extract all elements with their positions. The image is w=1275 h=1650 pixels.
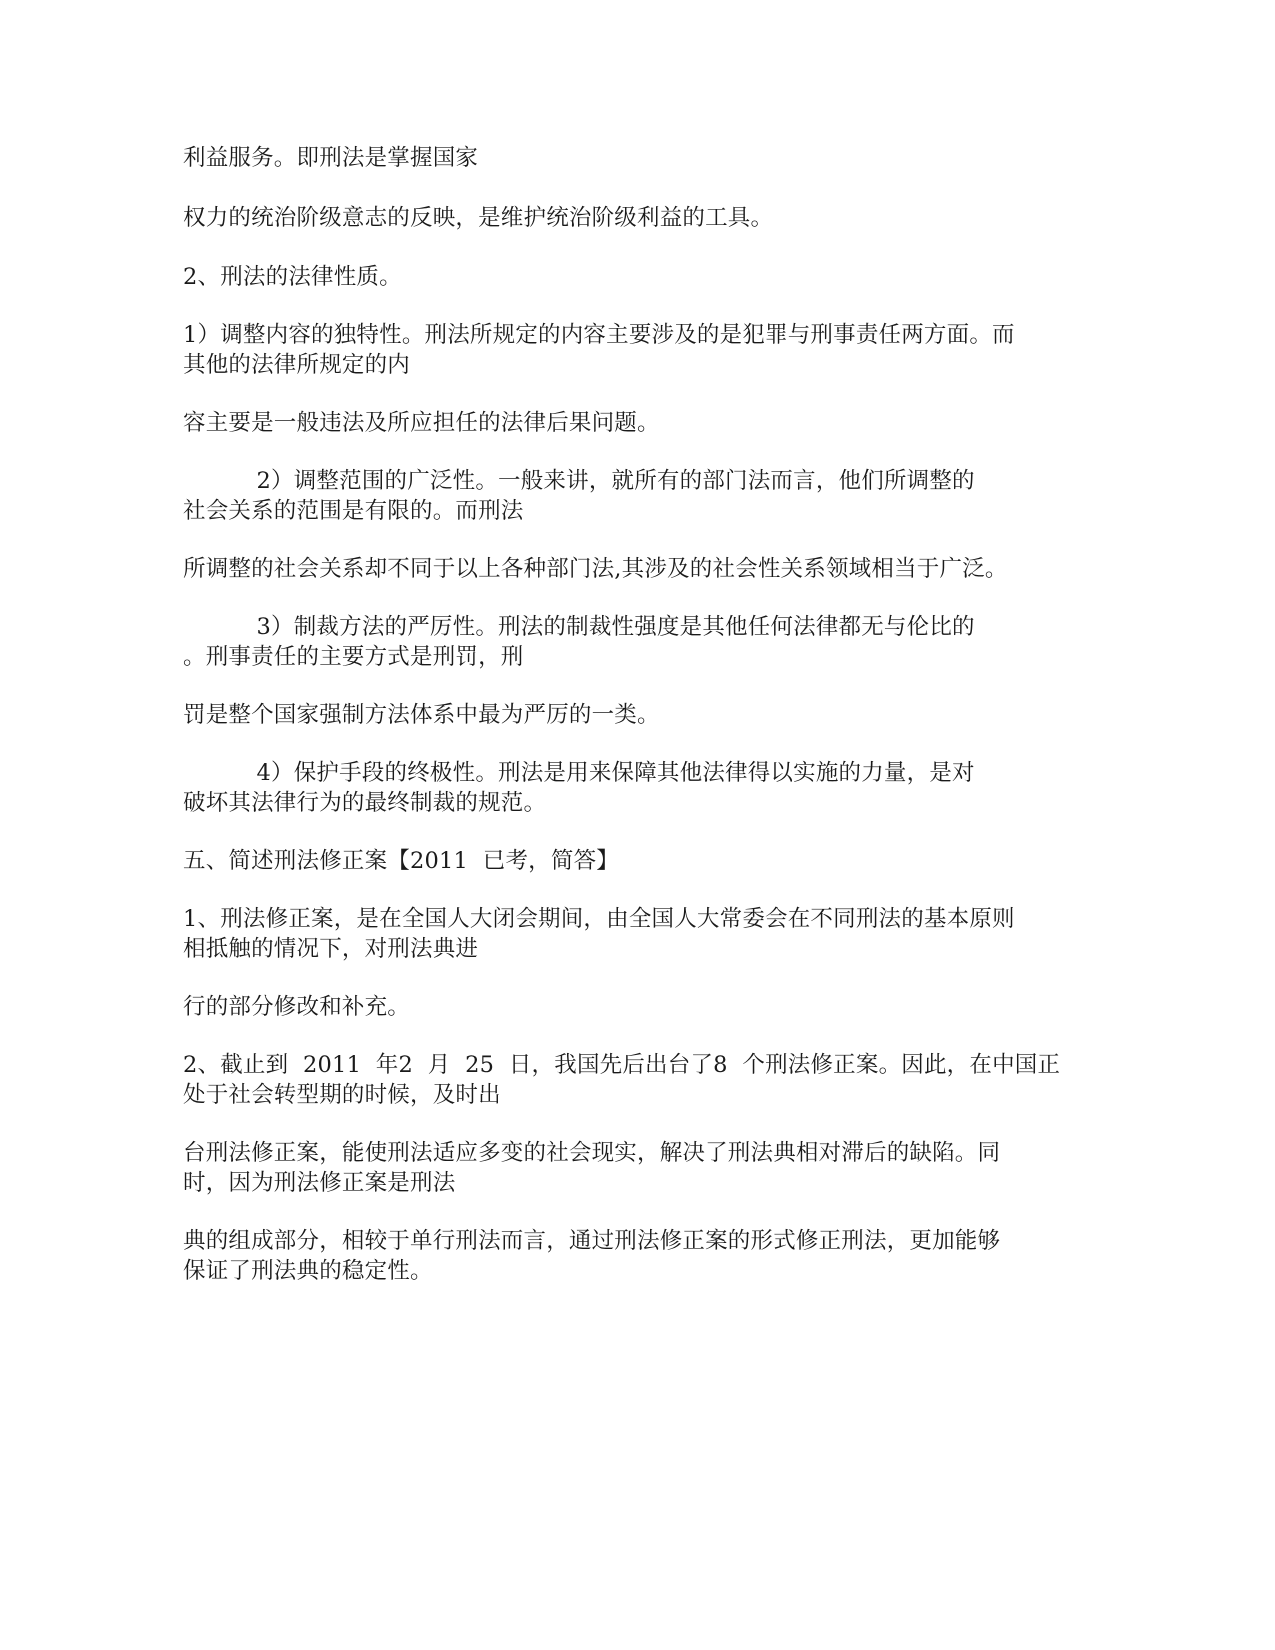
text-line: 典的组成部分，相较于单行刑法而言，通过刑法修正案的形式修正刑法，更加能够 bbox=[183, 1228, 1001, 1254]
text-line: 社会关系的范围是有限的。而刑法 bbox=[183, 498, 524, 524]
text-line: 台刑法修正案，能使刑法适应多变的社会现实，解决了刑法典相对滞后的缺陷。同 bbox=[183, 1140, 1001, 1166]
text-line: 容主要是一般违法及所应担任的法律后果问题。 bbox=[183, 410, 660, 436]
section-heading: 2、刑法的法律性质。 bbox=[183, 264, 402, 290]
text-line: 2）调整范围的广泛性。一般来讲，就所有的部门法而言，他们所调整的 bbox=[183, 468, 975, 494]
text-line: 罚是整个国家强制方法体系中最为严厉的一类。 bbox=[183, 702, 660, 728]
text-line: 处于社会转型期的时候，及时出 bbox=[183, 1082, 501, 1108]
text-line: 权力的统治阶级意志的反映，是维护统治阶级利益的工具。 bbox=[183, 205, 774, 231]
text-line: 时，因为刑法修正案是刑法 bbox=[183, 1170, 456, 1196]
text-line: 破坏其法律行为的最终制裁的规范。 bbox=[183, 790, 547, 816]
text-line: 。刑事责任的主要方式是刑罚，刑 bbox=[183, 644, 524, 670]
text-line: 行的部分修改和补充。 bbox=[183, 994, 411, 1020]
text-line: 4）保护手段的终极性。刑法是用来保障其他法律得以实施的力量，是对 bbox=[183, 760, 975, 786]
section-heading: 五、简述刑法修正案【2011 已考，简答】 bbox=[183, 848, 619, 874]
text-line: 2、截止到 2011 年2 月 25 日，我国先后出台了8 个刑法修正案。因此，在中国正 bbox=[183, 1052, 1061, 1078]
text-line: 3）制裁方法的严厉性。刑法的制裁性强度是其他任何法律都无与伦比的 bbox=[183, 614, 975, 640]
text-line: 1、刑法修正案，是在全国人大闭会期间，由全国人大常委会在不同刑法的基本原则 bbox=[183, 906, 1015, 932]
text-line: 保证了刑法典的稳定性。 bbox=[183, 1258, 433, 1284]
text-line: 1）调整内容的独特性。刑法所规定的内容主要涉及的是犯罪与刑事责任两方面。而 bbox=[183, 322, 1015, 348]
text-line: 利益服务。即刑法是掌握国家 bbox=[183, 145, 479, 171]
text-line: 所调整的社会关系却不同于以上各种部门法,其涉及的社会性关系领域相当于广泛。 bbox=[183, 556, 1008, 582]
text-line: 相抵触的情况下，对刑法典进 bbox=[183, 936, 479, 962]
text-line: 其他的法律所规定的内 bbox=[183, 352, 411, 378]
